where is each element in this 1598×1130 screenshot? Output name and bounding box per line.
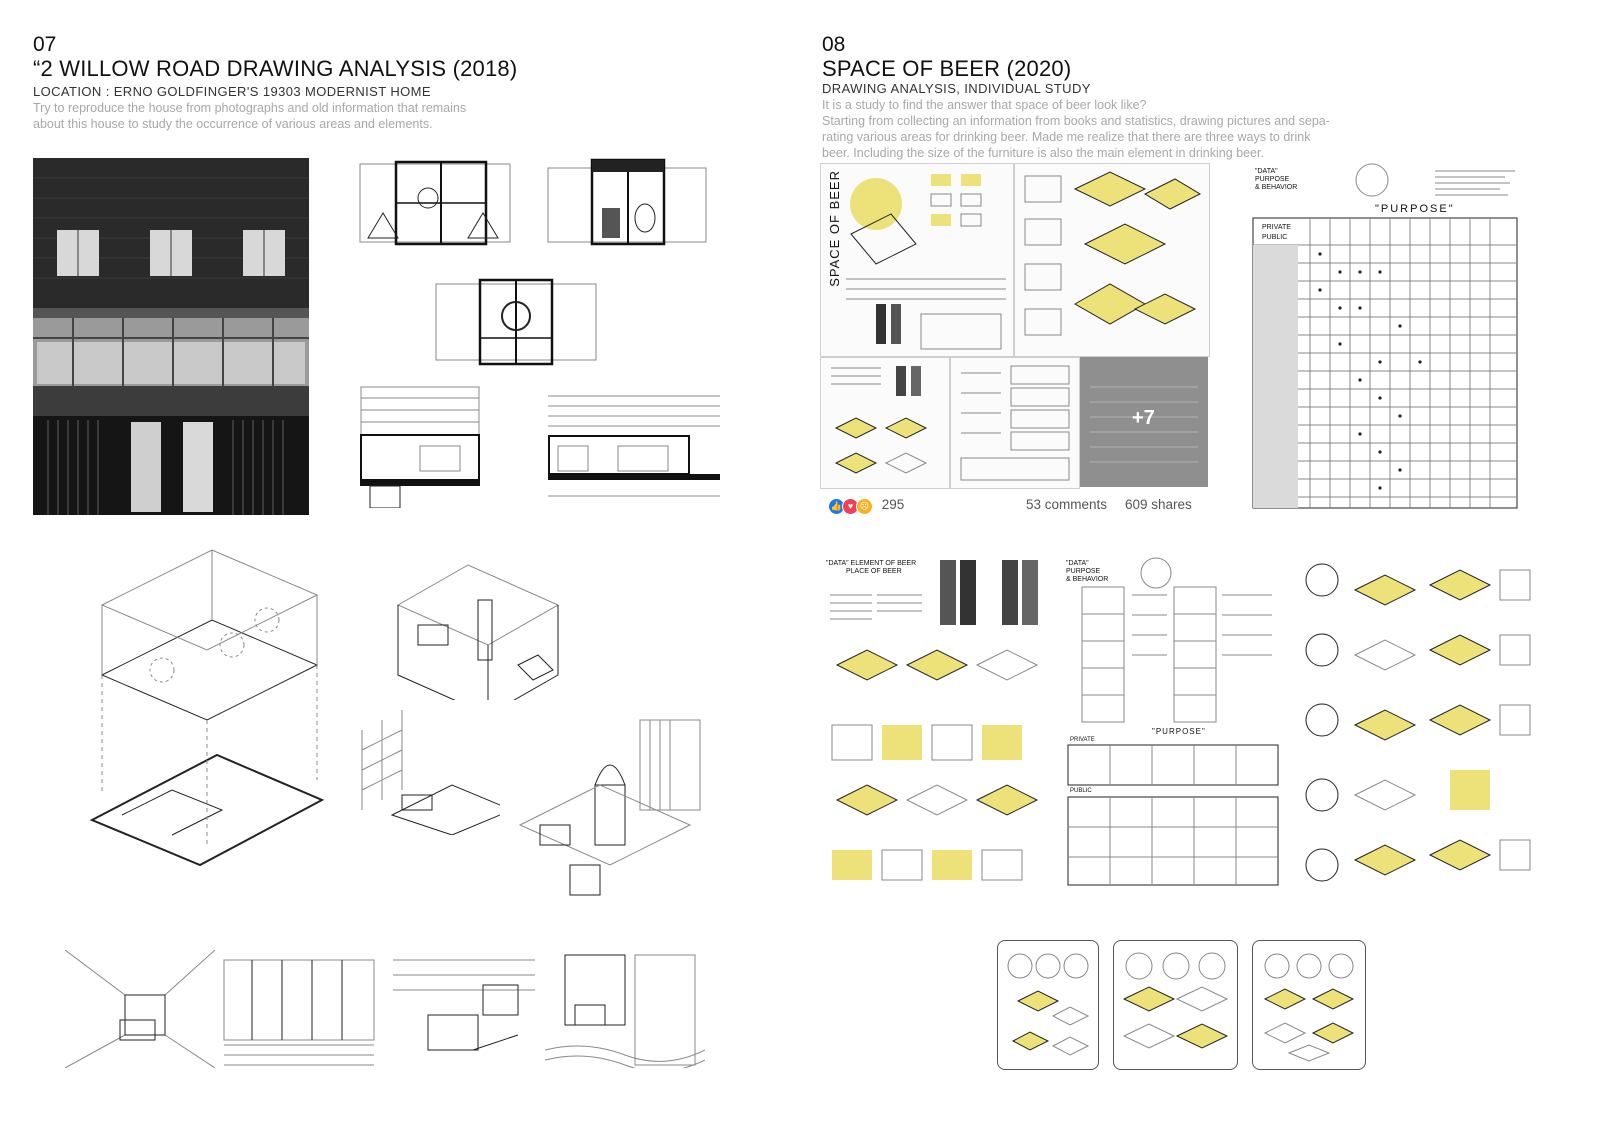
collage-poster-3[interactable] — [820, 357, 950, 489]
sad-icon: ☹ — [856, 498, 873, 515]
reaction-count: 295 — [881, 497, 905, 512]
board1-heading: "DATA" ELEMENT OF BEER — [826, 560, 917, 567]
floor-plan-1 — [348, 158, 520, 248]
collage-poster-4[interactable] — [950, 357, 1080, 489]
section-drawing-1 — [360, 386, 480, 508]
description-line: Try to reproduce the house from photographs and old information that remains — [33, 101, 467, 115]
project-number: 07 — [33, 33, 57, 56]
purpose-behavior-chart — [1250, 163, 1520, 513]
collage-more-photos[interactable] — [1080, 357, 1208, 487]
chart-row-public: PUBLIC — [1262, 234, 1288, 241]
axonometric-living-room — [388, 545, 560, 720]
project-number: 08 — [822, 33, 846, 56]
axonometric-dining-room — [500, 715, 705, 910]
chart-behavior-label: & BEHAVIOR — [1255, 184, 1298, 191]
board2-heading: "DATA" — [1066, 560, 1089, 567]
chart-data-label: "DATA" — [1255, 168, 1278, 175]
project-location: LOCATION : ERNO GOLDFINGER'S 19303 MODERNIST HOME — [33, 84, 431, 99]
board-purpose-behavior — [1062, 555, 1284, 893]
board1-subheading: PLACE OF BEER — [846, 568, 902, 575]
description-line: about this house to study the occurrence of various areas and elements. — [33, 117, 433, 131]
floor-plan-2 — [540, 158, 712, 248]
chart-purpose-heading: "PURPOSE" — [1375, 203, 1455, 215]
perspective-sketch-1 — [65, 950, 215, 1068]
semi-public-seating-diagram — [1113, 940, 1238, 1070]
poster-vertical-label: SPACE OF BEER — [827, 170, 842, 287]
project-subtitle: DRAWING ANALYSIS, INDIVIDUAL STUDY — [822, 81, 1091, 96]
chart-row-private: PRIVATE — [1262, 224, 1291, 231]
board2-behavior-label: & BEHAVIOR — [1066, 576, 1109, 583]
axonometric-exploded — [82, 545, 330, 875]
project-description — [33, 100, 553, 132]
description-line: Starting from collecting an information from books and statistics, drawing pictures and sepa- — [822, 114, 1330, 128]
section-drawing-2 — [548, 386, 720, 508]
perspective-sketch-2 — [222, 950, 377, 1068]
public-seating-diagram — [1252, 940, 1366, 1070]
post-photo-collage[interactable] — [820, 163, 1208, 488]
board2-purpose-label: PURPOSE — [1066, 568, 1101, 575]
project-title: SPACE OF BEER (2020) — [822, 56, 1072, 81]
post-shares-link[interactable]: 609 shares — [1125, 497, 1192, 512]
floor-plan-3 — [430, 278, 602, 366]
chart-purpose-label: PURPOSE — [1255, 176, 1290, 183]
project-title: “2 WILLOW ROAD DRAWING ANALYSIS (2018) — [33, 56, 518, 81]
board2-public-label: PUBLIC — [1070, 788, 1092, 794]
board2-purpose-heading: "PURPOSE" — [1152, 727, 1206, 736]
description-line: rating various areas for drinking beer. Made me realize that there are three ways to drink — [822, 130, 1311, 144]
like-icon: 👍 — [828, 498, 845, 515]
board-element-of-beer — [822, 555, 1050, 893]
collage-poster-main[interactable] — [820, 163, 1014, 357]
board2-private-label: PRIVATE — [1070, 737, 1095, 743]
more-photos-count: +7 — [1132, 407, 1155, 429]
collage-poster-2[interactable] — [1014, 163, 1210, 357]
axonometric-study-room — [352, 700, 522, 835]
post-reactions[interactable] — [828, 497, 904, 515]
post-comments-link[interactable]: 53 comments — [1026, 497, 1108, 512]
project-description — [822, 97, 1402, 161]
board-beer-scenes — [1300, 555, 1540, 893]
description-line: beer. Including the size of the furniture is also the main element in drinking beer. — [822, 146, 1264, 160]
perspective-sketch-4 — [545, 950, 705, 1068]
perspective-sketch-3 — [393, 950, 535, 1068]
private-seating-diagram — [997, 940, 1099, 1070]
description-line: It is a study to find the answer that space of beer look like? — [822, 98, 1147, 112]
house-facade-photo — [33, 158, 309, 515]
love-icon: ♥ — [842, 498, 859, 515]
